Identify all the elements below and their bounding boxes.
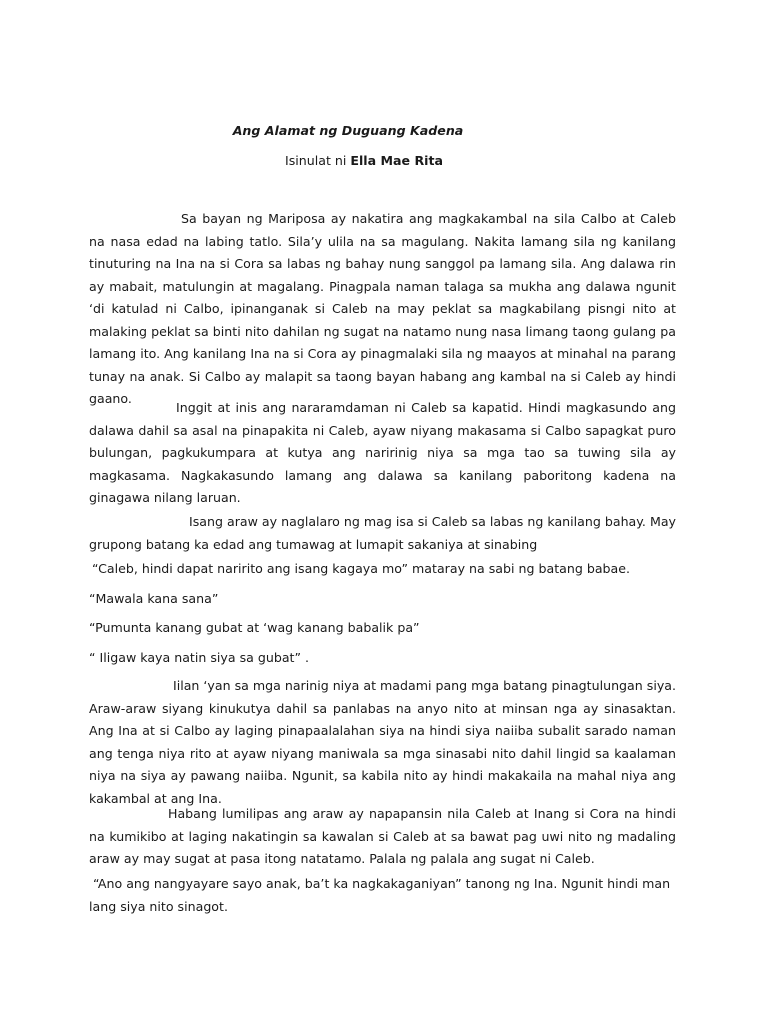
dialogue-line-3: “Pumunta kanang gubat at ‘wag kanang babalik pa” xyxy=(89,620,420,635)
paragraph-5: Habang lumilipas ang araw ay napapansin nila Caleb at Inang si Cora na hindi na kumikibo at laging nakatingin sa kawalan si Caleb at sa bawat pag uwi nito ng madaling araw ay may sugat at pasa itong natatamo. Palala ng palala ang sugat ni Caleb. xyxy=(89,806,676,866)
author-name: Ella Mae Rita xyxy=(350,153,443,168)
byline xyxy=(285,153,443,168)
dialogue-line-1: “Caleb, hindi dapat naririto ang isang kagaya mo” mataray na sabi ng batang babae. xyxy=(92,561,631,576)
paragraph-1: Sa bayan ng Mariposa ay nakatira ang magkakambal na sila Calbo at Caleb na nasa edad na labing tatlo. Sila’y ulila na sa magulang. Nakita lamang sila ng kanilang tinuturing na Ina na si Cora sa labas ng bahay nung sanggol pa lamang sila. Ang dalawa rin ay mabait, matulungin at magalang. Pinagpala naman talaga sa mukha ang dalawa ngunit ‘di katulad ni Calbo, ipinanganak si Caleb na may peklat sa magkabilang pisngi nito at malaking peklat sa binti nito dahilan ng sugat na natamo nung nasa limang taong gulang pa lamang ito. Ang kanilang Ina na si Cora ay pinagmalaki sila ng maayos at minahal na parang tunay na anak. Si Calbo ay malapit sa taong bayan habang ang kambal na si Caleb ay hindi gaano. xyxy=(89,211,676,406)
dialogue-line-4: “ Iligaw kaya natin siya sa gubat” . xyxy=(89,650,310,665)
byline-prefix: Isinulat ni xyxy=(285,153,351,168)
paragraph-6: “Ano ang nangyayare sayo anak, ba’t ka nagkakaganiyan” tanong ng Ina. Ngunit hindi man lang siya nito sinagot. xyxy=(89,876,671,914)
paragraph-2: Inggit at inis ang nararamdaman ni Caleb sa kapatid. Hindi magkasundo ang dalawa dahil sa asal na pinapakita ni Caleb, ayaw niyang makasama si Calbo sapagkat puro bulungan, pagkukumpara at kutya ang naririnig niya sa mga tao sa tuwing sila ay magkasama. Nagkakasundo lamang ang dalawa sa kanilang paboritong kadena na ginagawa nilang laruan. xyxy=(89,400,676,505)
paragraph-4: Iilan ‘yan sa mga narinig niya at madami pang mga batang pinagtulungan siya. Araw-araw siyang kinukutya dahil sa panlabas na anyo nito at minsan nga ay sinasaktan. Ang Ina at si Calbo ay laging pinapaalalahan siya na hindi siya naiiba subalit sarado naman ang tenga niya rito at ayaw niyang maniwala sa mga sinasabi nito dahil lingid sa kaalaman niya na siya ay pawang naiiba. Ngunit, sa kabila nito ay hindi makakaila na mahal niya ang kakambal at ang Ina. xyxy=(89,678,676,806)
story-title: Ang Alamat ng Duguang Kadena xyxy=(232,123,464,138)
paragraph-3: Isang araw ay naglalaro ng mag isa si Caleb sa labas ng kanilang bahay. May grupong batang ka edad ang tumawag at lumapit sakaniya at sinabing xyxy=(89,514,676,552)
dialogue-line-2: “Mawala kana sana” xyxy=(89,591,219,606)
